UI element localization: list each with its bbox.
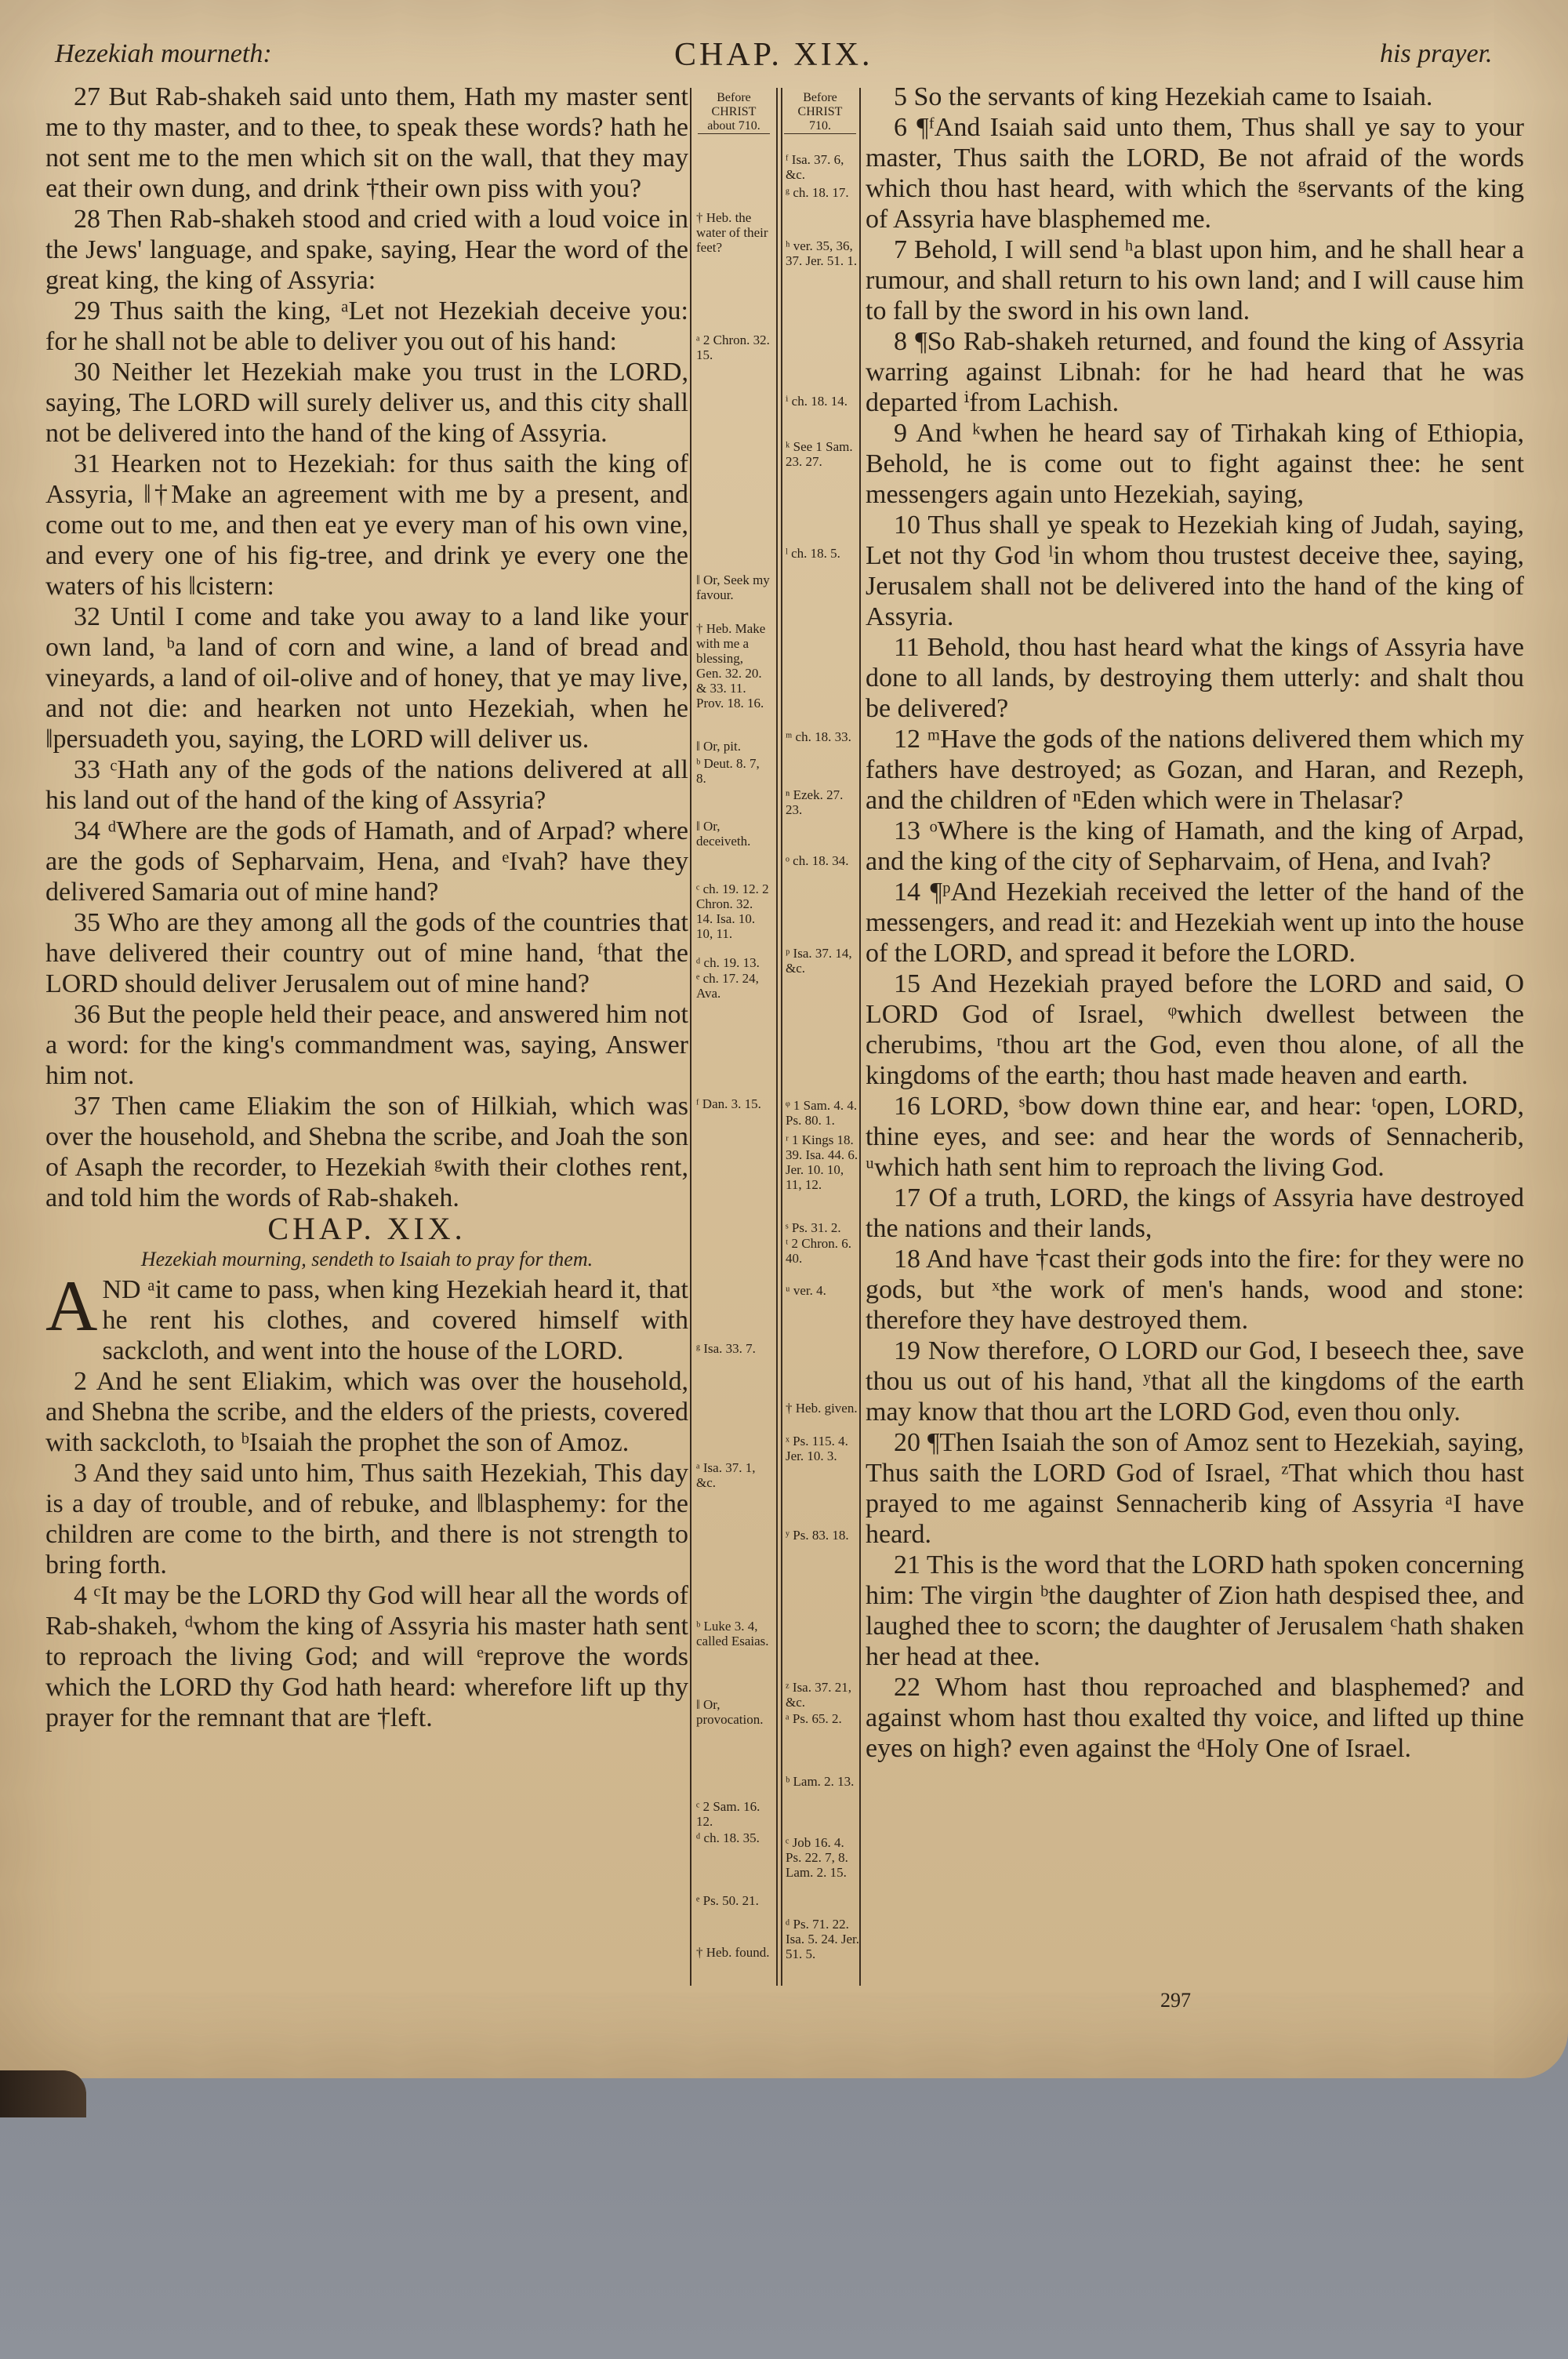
- left-column: [45, 82, 688, 1733]
- page-number: 297: [1160, 1989, 1191, 2012]
- margin-note: ᵏ See 1 Sam. 23. 27.: [786, 439, 853, 469]
- margin-note: ᵗ 2 Chron. 6. 40.: [786, 1236, 852, 1266]
- verse: 21 This is the word that the LORD hath spoken concerning him: The virgin ᵇthe daughter of Zion hath despised thee, and laughed thee to scorn; the daughter of Jerusalem ᶜhath shaken her head at thee.: [866, 1550, 1524, 1671]
- chapter-title: CHAP. XIX.: [267, 1211, 466, 1246]
- verse: 10 Thus shall ye speak to Hezekiah king of Judah, saying, Let not thy God ˡin whom thou trustest deceive thee, saying, Jerusalem shall not be delivered into the hand of the king of Assyria.: [866, 511, 1524, 631]
- margin-header-right: Before CHRIST 710.: [784, 91, 856, 134]
- chapter-summary: Hezekiah mourning, sendeth to Isaiah to pray for them.: [140, 1248, 593, 1270]
- margin-note: ‖ Or, provocation.: [696, 1697, 764, 1727]
- margin-note: ᶜ 2 Sam. 16. 12.: [696, 1799, 760, 1829]
- margin-note: ᵃ 2 Chron. 32. 15.: [696, 333, 770, 362]
- verse: 37 Then came Eliakim the son of Hilkiah, which was over the household, and Shebna the scribe, and Joah the son of Asaph the recorder, to Hezekiah ᵍwith their clothes rent, and told him the words of Rab-shakeh.: [45, 1092, 688, 1212]
- verse: 34 ᵈWhere are the gods of Hamath, and of Arpad? where are the gods of Sepharvaim, Hena, and ᵉIvah? have they delivered Samaria out of mine hand?: [45, 816, 688, 907]
- verse: 7 Behold, I will send ʰa blast upon him, and he shall hear a rumour, and shall return to his own land; and I will cause him to fall by the sword in his own land.: [866, 235, 1524, 325]
- margin-note: ᵈ ch. 19. 13.: [696, 955, 760, 970]
- verse: 20 ¶Then Isaiah the son of Amoz sent to Hezekiah, saying, Thus saith the LORD God of Israel, ᶻThat which thou hast prayed to me against Sennacherib king of Assyria ᵃI have heard.: [866, 1428, 1524, 1549]
- right-column: [866, 82, 1524, 1764]
- verse: 33 ᶜHath any of the gods of the nations delivered at all his land out of the hand of the king of Assyria?: [45, 755, 688, 815]
- margin-note: † Heb. given.: [786, 1401, 858, 1416]
- margin-note: ᵐ ch. 18. 33.: [786, 729, 851, 744]
- margin-note: ᵃ Ps. 65. 2.: [786, 1711, 842, 1726]
- running-head-right: his prayer.: [1380, 39, 1493, 68]
- running-head-left: Hezekiah mourneth:: [55, 39, 272, 68]
- verse-first-text: ND ᵃit came to pass, when king Hezekiah heard it, that he rent his clothes, and covered himself with sackcloth, and went into the house of the LORD.: [102, 1275, 688, 1365]
- margin-note: ᶜ Job 16. 4. Ps. 22. 7, 8. Lam. 2. 15.: [786, 1835, 848, 1880]
- column-rule: [776, 88, 778, 1986]
- margin-note: † Heb. found.: [696, 1945, 770, 1960]
- margin-note: ᶠ Isa. 37. 6, &c.: [786, 152, 844, 182]
- verse: 11 Behold, thou hast heard what the kings of Assyria have done to all lands, by destroying them utterly: and shalt thou be delivered?: [866, 633, 1524, 723]
- verse: 9 And ᵏwhen he heard say of Tirhakah king of Ethiopia, Behold, he is come out to fight against thee: he sent messengers again unto Hezekiah, saying,: [866, 419, 1524, 509]
- margin-note: ᵉ Ps. 50. 21.: [696, 1893, 759, 1908]
- margin-note: † Heb. Make with me a blessing, Gen. 32. 20. & 33. 11. Prov. 18. 16.: [696, 621, 766, 711]
- margin-note: ˣ Ps. 115. 4. Jer. 10. 3.: [786, 1434, 848, 1463]
- verse: 18 And have †cast their gods into the fire: for they were no gods, but ˣthe work of men's hands, wood and stone: therefore they have destroyed them.: [866, 1245, 1524, 1335]
- verse: 8 ¶So Rab-shakeh returned, and found the king of Assyria warring against Libnah: for he had heard that he was departed ⁱfrom Lachish.: [866, 327, 1524, 417]
- verse: 29 Thus saith the king, ᵃLet not Hezekiah deceive you: for he shall not be able to deliver you out of his hand:: [45, 296, 688, 356]
- margin-note: ᵇ Deut. 8. 7, 8.: [696, 756, 760, 786]
- margin-note: ‖ Or, deceiveth.: [696, 819, 751, 849]
- margin-note: ᵍ ch. 18. 17.: [786, 185, 849, 200]
- verse: 13 ᵒWhere is the king of Hamath, and the king of Arpad, and the king of the city of Sepharvaim, of Hena, and Ivah?: [866, 816, 1524, 876]
- margin-note: ʰ ver. 35, 36, 37. Jer. 51. 1.: [786, 238, 858, 268]
- verse: 17 Of a truth, LORD, the kings of Assyria have destroyed the nations and their lands,: [866, 1183, 1524, 1243]
- verse: 3 And they said unto him, Thus saith Hezekiah, This day is a day of trouble, and of rebuke, and ‖blasphemy: for the children are come to the birth, and there is not strength to bring forth.: [45, 1459, 688, 1579]
- margin-note: ᶻ Isa. 37. 21, &c.: [786, 1680, 851, 1710]
- verse: 4 ᶜIt may be the LORD thy God will hear all the words of Rab-shakeh, ᵈwhom the king of Assyria his master hath sent to reproach the living God; and will ᵉreprove the words which the LORD thy God hath heard: wherefore lift up thy prayer for the remnant that are †left.: [45, 1581, 688, 1732]
- verse: 31 Hearken not to Hezekiah: for thus saith the king of Assyria, ‖†Make an agreement with me by a present, and come out to me, and then eat ye every man of his own vine, and every one of his fig-tree, and drink ye every one the waters of his ‖cistern:: [45, 449, 688, 601]
- verse: 36 But the people held their peace, and answered him not a word: for the king's commandment was, saying, Answer him not.: [45, 1000, 688, 1090]
- verse: 28 Then Rab-shakeh stood and cried with a loud voice in the Jews' language, and spake, saying, Hear the word of the great king, the king of Assyria:: [45, 205, 688, 295]
- margin-note: ʸ Ps. 83. 18.: [786, 1528, 849, 1543]
- verse: 27 But Rab-shakeh said unto them, Hath my master sent me to thy master, and to thee, to speak these words? hath he not sent me to the men which sit on the wall, that they may eat their own dung, and drink †their own piss with you?: [45, 82, 688, 203]
- verse: 14 ¶ᵖAnd Hezekiah received the letter of the hand of the messengers, and read it: and Hezekiah went up into the house of the LORD, and spread it before the LORD.: [866, 878, 1524, 968]
- margin-header-left: Before CHRIST about 710.: [698, 91, 770, 134]
- verse: 32 Until I come and take you away to a land like your own land, ᵇa land of corn and wine, a land of bread and vineyards, a land of oil-olive and of honey, that ye may live, and not die: and hearken not unto Hezekiah, when he ‖persuadeth you, saying, the LORD will deliver us.: [45, 602, 688, 754]
- margin-note: ˢ Ps. 31. 2.: [786, 1220, 841, 1235]
- margin-note: ᵇ Lam. 2. 13.: [786, 1774, 855, 1789]
- margin-note: ʳ 1 Kings 18. 39. Isa. 44. 6. Jer. 10. 10, 11, 12.: [786, 1132, 858, 1192]
- margin-note: ⁿ Ezek. 27. 23.: [786, 787, 844, 817]
- verse: 19 Now therefore, O LORD our God, I beseech thee, save thou us out of his hand, ʸthat all the kingdoms of the earth may know that thou art the LORD God, even thou only.: [866, 1336, 1524, 1427]
- margin-note: ᶜ ch. 19. 12. 2 Chron. 32. 14. Isa. 10. 10, 11.: [696, 881, 769, 941]
- margin-note: ˡ ch. 18. 5.: [786, 546, 840, 561]
- margin-note: † Heb. the water of their feet?: [696, 210, 768, 255]
- margin-note: ᵠ 1 Sam. 4. 4. Ps. 80. 1.: [786, 1098, 858, 1128]
- verse-first: [45, 1266, 688, 1366]
- margin-note: ᵃ Isa. 37. 1, &c.: [696, 1460, 756, 1490]
- verse: 12 ᵐHave the gods of the nations delivered them which my fathers have destroyed; as Gozan, and Haran, and Rezeph, and the children of ⁿEden which were in Thelasar?: [866, 725, 1524, 815]
- margin-note: ᵈ ch. 18. 35.: [696, 1830, 760, 1845]
- verse: 16 LORD, ˢbow down thine ear, and hear: ᵗopen, LORD, thine eyes, and see: and hear the words of Sennacherib, ᵘwhich hath sent him to reproach the living God.: [866, 1092, 1524, 1182]
- margin-note: ᵍ Isa. 33. 7.: [696, 1341, 756, 1356]
- column-rule: [859, 88, 861, 1986]
- margin-note: ᵉ ch. 17. 24, Ava.: [696, 971, 759, 1001]
- verse: 22 Whom hast thou reproached and blasphemed? and against whom hast thou exalted thy voice, and lifted up thine eyes on high? even against the ᵈHoly One of Israel.: [866, 1673, 1524, 1763]
- margin-note: ᵇ Luke 3. 4, called Esaias.: [696, 1619, 769, 1648]
- margin-note: ᵘ ver. 4.: [786, 1283, 826, 1298]
- verse: 30 Neither let Hezekiah make you trust in the LORD, saying, The LORD will surely deliver us, and this city shall not be delivered into the hand of the king of Assyria.: [45, 358, 688, 448]
- margin-note: ᵒ ch. 18. 34.: [786, 853, 849, 868]
- column-rule: [781, 88, 782, 1986]
- verse: 6 ¶ᶠAnd Isaiah said unto them, Thus shall ye say to your master, Thus saith the LORD, Be not afraid of the words which thou hast heard, with which the ᵍservants of the king of Assyria have blasphemed me.: [866, 113, 1524, 234]
- column-rule: [690, 88, 691, 1986]
- verse: 35 Who are they among all the gods of the countries that have delivered their country out of mine hand, ᶠthat the LORD should deliver Jerusalem out of mine hand?: [45, 908, 688, 998]
- book-binding: [0, 2070, 86, 2117]
- margin-note: ⁱ ch. 18. 14.: [786, 394, 848, 409]
- margin-note: ᵈ Ps. 71. 22. Isa. 5. 24. Jer. 51. 5.: [786, 1917, 859, 1961]
- margin-note: ᶠ Dan. 3. 15.: [696, 1096, 761, 1111]
- verse: 5 So the servants of king Hezekiah came to Isaiah.: [894, 82, 1433, 111]
- margin-note: ‖ Or, pit.: [696, 739, 741, 754]
- verse: 2 And he sent Eliakim, which was over the household, and Shebna the scribe, and the elders of the priests, covered with sackcloth, to ᵇIsaiah the prophet the son of Amoz.: [45, 1367, 688, 1457]
- margin-note: ᵖ Isa. 37. 14, &c.: [786, 946, 852, 976]
- running-head-center: CHAP. XIX.: [674, 37, 873, 73]
- margin-note: ‖ Or, Seek my favour.: [696, 572, 770, 602]
- verse: 15 And Hezekiah prayed before the LORD and said, O LORD God of Israel, ᵠwhich dwellest between the cherubims, ʳthou art the God, even thou alone, of all the kingdoms of the earth; thou hast made heaven and earth.: [866, 969, 1524, 1090]
- drop-cap: A: [45, 1266, 98, 1346]
